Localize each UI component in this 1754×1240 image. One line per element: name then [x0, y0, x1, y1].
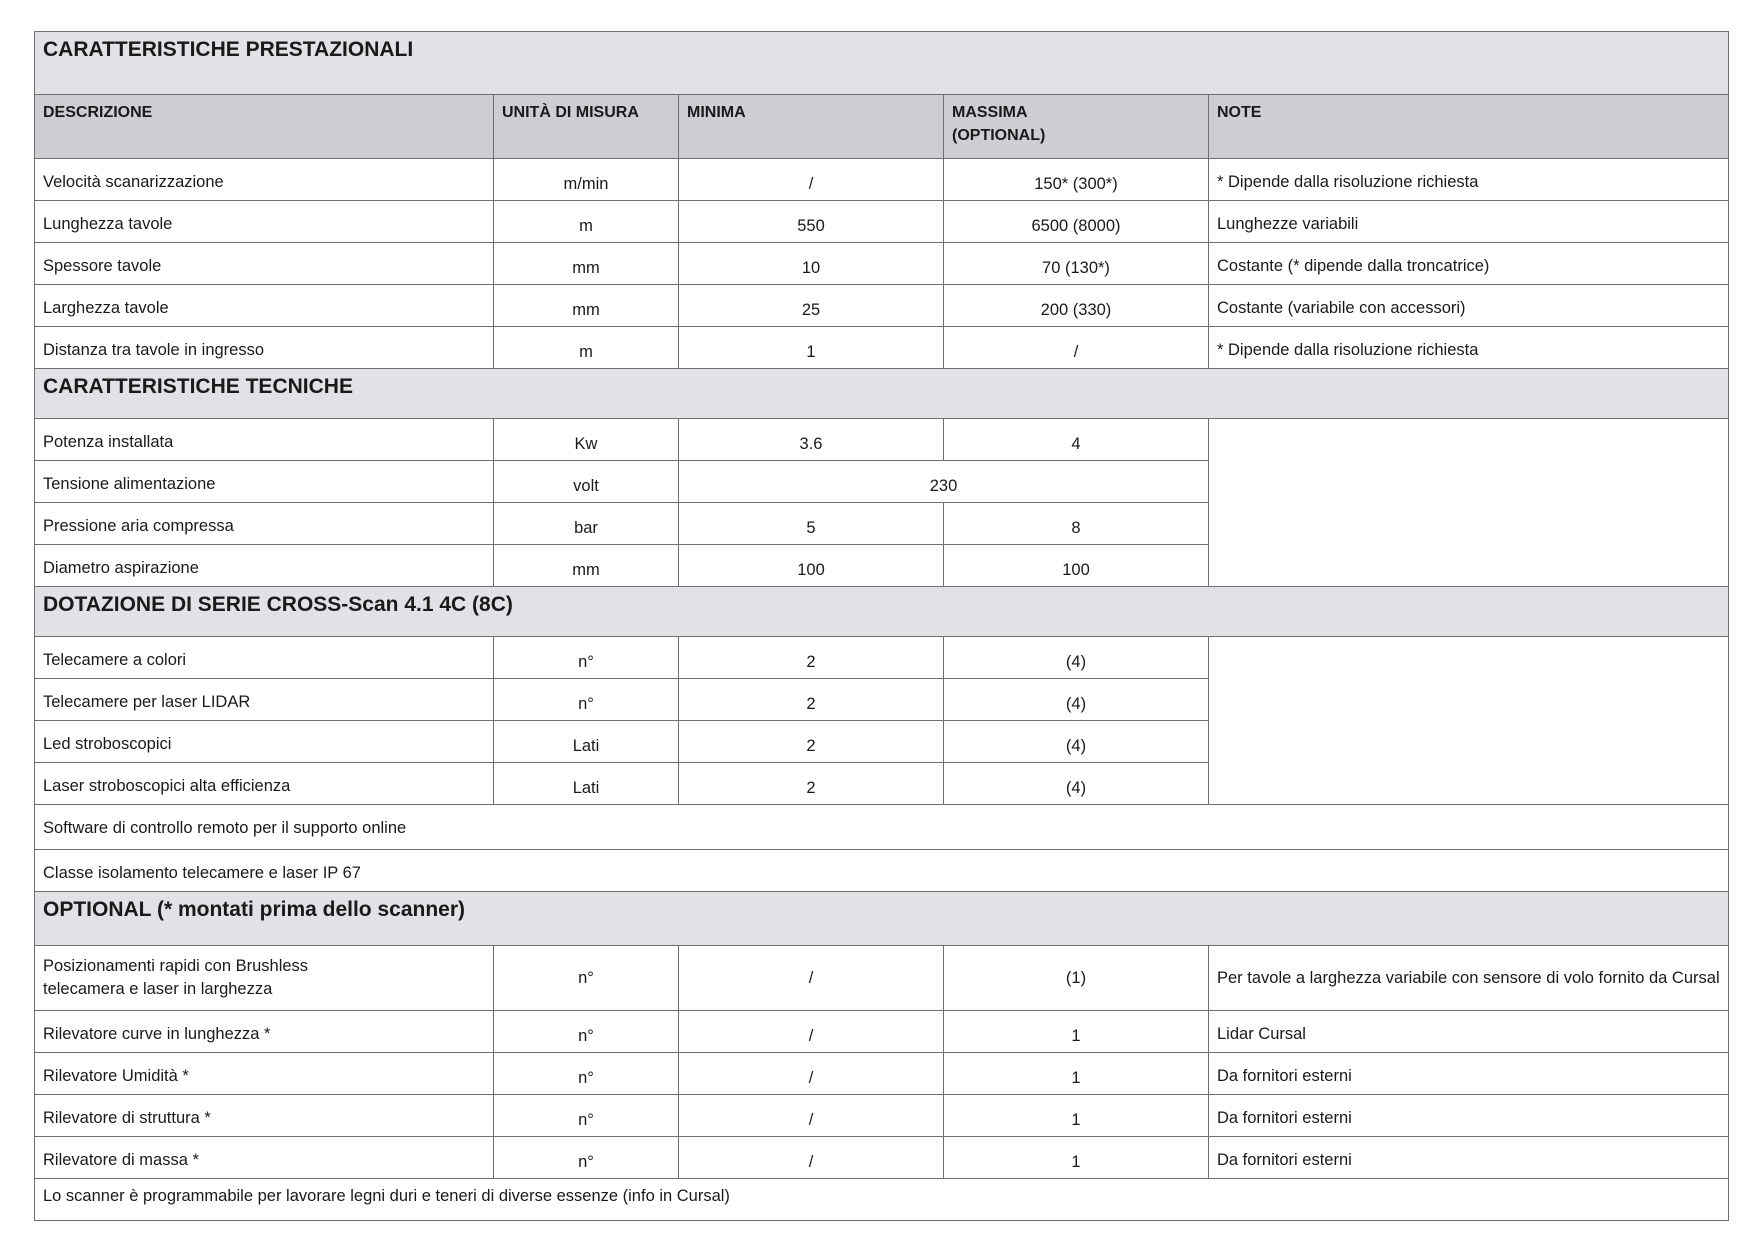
row-min: 5	[679, 503, 944, 545]
row-unit: n°	[494, 1095, 679, 1137]
row-description: Distanza tra tavole in ingresso	[35, 327, 494, 369]
row-max: 70 (130*)	[944, 243, 1209, 285]
row-unit: m/min	[494, 159, 679, 201]
row-max: 1	[944, 1011, 1209, 1053]
row-max: 100	[944, 545, 1209, 587]
table-row	[35, 946, 1729, 1011]
footer-note: Lo scanner è programmabile per lavorare legni duri e teneri di diverse essenze (info in Cursal)	[35, 1179, 1729, 1221]
row-description	[35, 946, 494, 1011]
row-max: (1)	[944, 946, 1209, 1011]
row-description: Tensione alimentazione	[35, 461, 494, 503]
row-description: Lunghezza tavole	[35, 201, 494, 243]
header-unita: UNITÀ DI MISURA	[494, 95, 679, 159]
row-unit: m	[494, 327, 679, 369]
section-title-dotazione: DOTAZIONE DI SERIE CROSS-Scan 4.1 4C (8C)	[35, 587, 1729, 637]
header-note: NOTE	[1209, 95, 1729, 159]
row-max: 150* (300*)	[944, 159, 1209, 201]
row-min: 1	[679, 327, 944, 369]
header-massima-line2: (OPTIONAL)	[952, 127, 1046, 144]
row-description: Led stroboscopici	[35, 721, 494, 763]
row-unit: Lati	[494, 763, 679, 805]
row-unit: mm	[494, 285, 679, 327]
row-full-text: Software di controllo remoto per il supporto online	[35, 805, 1729, 850]
row-description: Telecamere per laser LIDAR	[35, 679, 494, 721]
row-unit: Kw	[494, 419, 679, 461]
table-row	[35, 419, 1729, 461]
row-max: (4)	[944, 679, 1209, 721]
row-unit: n°	[494, 1137, 679, 1179]
row-note: Costante (variabile con accessori)	[1209, 285, 1729, 327]
row-description: Laser stroboscopici alta efficienza	[35, 763, 494, 805]
row-unit: m	[494, 201, 679, 243]
row-description: Rilevatore curve in lunghezza *	[35, 1011, 494, 1053]
row-max: 6500 (8000)	[944, 201, 1209, 243]
row-min: 3.6	[679, 419, 944, 461]
row-max: (4)	[944, 721, 1209, 763]
table-row	[35, 1095, 1729, 1137]
row-description: Spessore tavole	[35, 243, 494, 285]
table-row	[35, 159, 1729, 201]
row-max: 8	[944, 503, 1209, 545]
table-row	[35, 805, 1729, 850]
section-title-prestazionali: CARATTERISTICHE PRESTAZIONALI	[35, 32, 1729, 95]
row-unit: mm	[494, 243, 679, 285]
row-min: 25	[679, 285, 944, 327]
row-min: 10	[679, 243, 944, 285]
row-note: Da fornitori esterni	[1209, 1095, 1729, 1137]
table-row	[35, 637, 1729, 679]
row-min: 2	[679, 637, 944, 679]
empty-note-cell	[1209, 637, 1729, 805]
header-minima: MINIMA	[679, 95, 944, 159]
table-row	[35, 285, 1729, 327]
row-note: Da fornitori esterni	[1209, 1137, 1729, 1179]
row-unit: n°	[494, 1011, 679, 1053]
row-description: Rilevatore di massa *	[35, 1137, 494, 1179]
row-note: * Dipende dalla risoluzione richiesta	[1209, 159, 1729, 201]
row-min: /	[679, 1053, 944, 1095]
header-massima-line1: MASSIMA	[952, 104, 1028, 121]
section-title-tecniche: CARATTERISTICHE TECNICHE	[35, 369, 1729, 419]
row-max: /	[944, 327, 1209, 369]
row-note: Lunghezze variabili	[1209, 201, 1729, 243]
row-min: 100	[679, 545, 944, 587]
table-row	[35, 1179, 1729, 1221]
row-unit: n°	[494, 637, 679, 679]
row-min: /	[679, 1137, 944, 1179]
row-max: 1	[944, 1137, 1209, 1179]
row-note: * Dipende dalla risoluzione richiesta	[1209, 327, 1729, 369]
section-title-optional: OPTIONAL (* montati prima dello scanner)	[35, 892, 1729, 946]
row-min: 2	[679, 679, 944, 721]
row-description: Telecamere a colori	[35, 637, 494, 679]
table-row	[35, 201, 1729, 243]
row-note: Costante (* dipende dalla troncatrice)	[1209, 243, 1729, 285]
row-description: Larghezza tavole	[35, 285, 494, 327]
table-row	[35, 243, 1729, 285]
row-min: /	[679, 1011, 944, 1053]
row-min: 2	[679, 763, 944, 805]
row-max: 200 (330)	[944, 285, 1209, 327]
table-row	[35, 327, 1729, 369]
row-description: Rilevatore di struttura *	[35, 1095, 494, 1137]
row-note: Lidar Cursal	[1209, 1011, 1729, 1053]
row-value: 230	[679, 461, 1209, 503]
row-note: Da fornitori esterni	[1209, 1053, 1729, 1095]
row-unit: Lati	[494, 721, 679, 763]
row-max: 1	[944, 1095, 1209, 1137]
row-unit: bar	[494, 503, 679, 545]
row-unit: n°	[494, 679, 679, 721]
table-row	[35, 1137, 1729, 1179]
row-description: Potenza installata	[35, 419, 494, 461]
header-massima	[944, 95, 1209, 159]
row-max: 4	[944, 419, 1209, 461]
row-max: 1	[944, 1053, 1209, 1095]
table-row	[35, 850, 1729, 892]
row-unit: mm	[494, 545, 679, 587]
empty-note-cell	[1209, 419, 1729, 587]
row-unit: n°	[494, 946, 679, 1011]
row-unit: volt	[494, 461, 679, 503]
row-max: (4)	[944, 637, 1209, 679]
row-description: Rilevatore Umidità *	[35, 1053, 494, 1095]
row-min: /	[679, 159, 944, 201]
row-min: 2	[679, 721, 944, 763]
row-max: (4)	[944, 763, 1209, 805]
row-description: Pressione aria compressa	[35, 503, 494, 545]
spec-table	[34, 31, 1729, 1221]
table-row	[35, 1011, 1729, 1053]
row-min: 550	[679, 201, 944, 243]
row-min: /	[679, 946, 944, 1011]
row-description: Velocità scanarizzazione	[35, 159, 494, 201]
row-description-line2: telecamera e laser in larghezza	[43, 980, 273, 998]
row-full-text: Classe isolamento telecamere e laser IP 67	[35, 850, 1729, 892]
header-descrizione: DESCRIZIONE	[35, 95, 494, 159]
row-note: Per tavole a larghezza variabile con sensore di volo fornito da Cursal	[1209, 946, 1729, 1011]
row-description-line1: Posizionamenti rapidi con Brushless	[43, 957, 309, 975]
row-min: /	[679, 1095, 944, 1137]
row-description: Diametro aspirazione	[35, 545, 494, 587]
row-unit: n°	[494, 1053, 679, 1095]
table-row	[35, 1053, 1729, 1095]
